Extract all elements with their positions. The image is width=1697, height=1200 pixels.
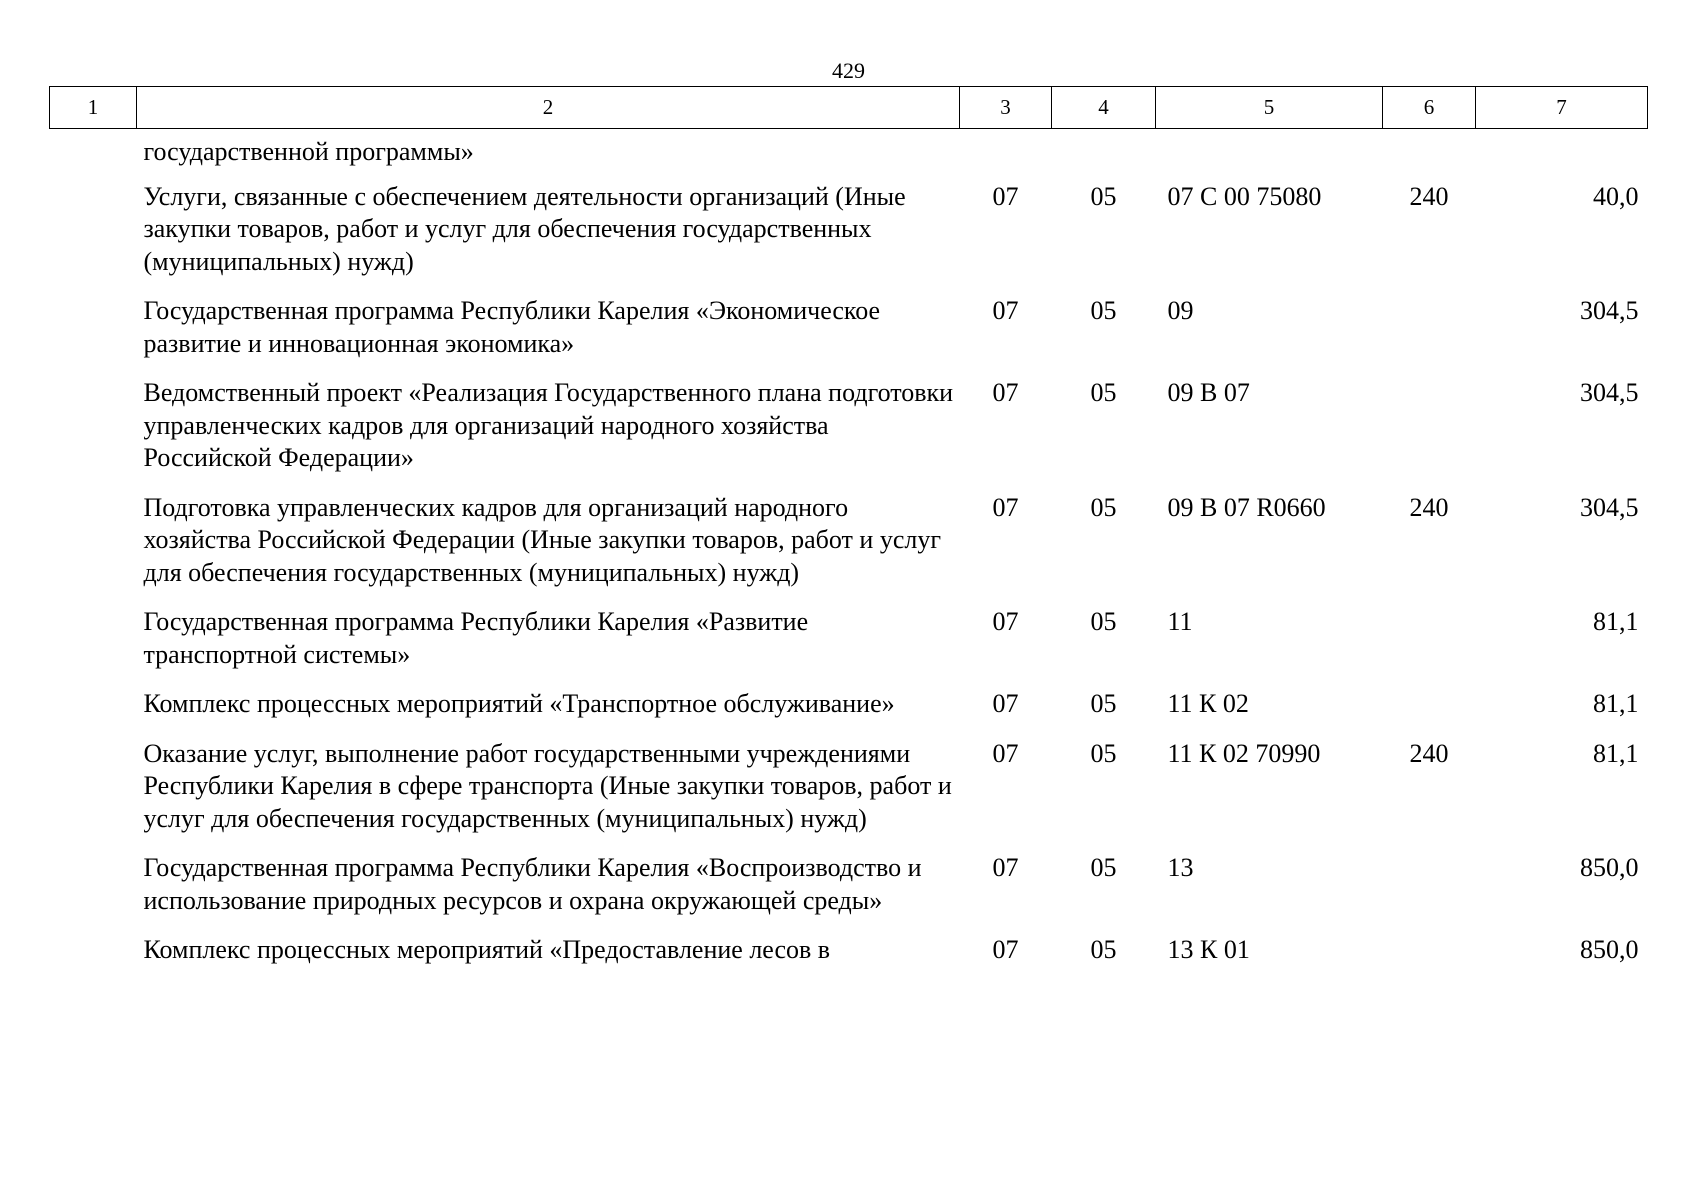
row-target-article: 13 xyxy=(1167,853,1194,882)
row-target-article xyxy=(1156,129,1383,181)
table-row xyxy=(50,181,1648,296)
table-row xyxy=(50,295,1648,377)
row-name: Подготовка управленческих кадров для организаций народного хозяйства Российской Федерации (Иные закупки товаров, работ и услуг для обеспечения государственных (муниципальных) нужд) xyxy=(143,492,941,587)
row-name: Государственная программа Республики Карелия «Экономическое развитие и инновационная экономика» xyxy=(143,296,881,358)
row-target-article: 09 xyxy=(1167,296,1194,325)
row-section-code: 07 xyxy=(992,853,1019,882)
row-section-code xyxy=(960,129,1052,181)
row-target-article: 11 К 02 xyxy=(1167,689,1249,718)
table-row xyxy=(50,492,1648,607)
row-amount: 40,0 xyxy=(1593,181,1639,211)
row-section-code: 07 xyxy=(992,689,1019,718)
row-amount: 850,0 xyxy=(1580,853,1639,882)
row-amount: 81,1 xyxy=(1593,607,1639,636)
row-expense-type xyxy=(1383,295,1476,377)
row-subsection-code xyxy=(1052,129,1156,181)
table-row xyxy=(50,377,1648,492)
row-section-code: 07 xyxy=(992,492,1019,522)
header-col-1: 1 xyxy=(50,87,137,129)
header-col-2: 2 xyxy=(137,87,960,129)
row-amount: 304,5 xyxy=(1580,378,1639,407)
budget-table xyxy=(49,86,1648,984)
header-row xyxy=(50,87,1648,129)
row-subsection-code: 05 xyxy=(1090,607,1117,636)
row-name: государственной программы» xyxy=(143,137,474,166)
row-section-code: 07 xyxy=(992,607,1019,636)
row-target-article: 09 В 07 R0660 xyxy=(1167,492,1326,522)
table-body xyxy=(50,129,1648,984)
row-expense-type xyxy=(1383,129,1476,181)
row-amount: 304,5 xyxy=(1580,296,1639,325)
row-amount: 81,1 xyxy=(1593,738,1639,768)
row-subsection-code: 05 xyxy=(1090,935,1117,964)
row-subsection-code: 05 xyxy=(1090,378,1117,407)
row-name: Государственная программа Республики Карелия «Воспроизводство и использование природных ресурсов и охрана окружающей среды» xyxy=(143,853,922,915)
header-col-3: 3 xyxy=(960,87,1052,129)
row-target-article: 07 С 00 75080 xyxy=(1167,181,1322,211)
row-target-article: 11 xyxy=(1167,607,1193,636)
row-subsection-code: 05 xyxy=(1090,296,1117,325)
page-number: 429 xyxy=(832,58,865,83)
row-subsection-code: 05 xyxy=(1090,738,1117,768)
row-section-code: 07 xyxy=(992,296,1019,325)
row-name: Ведомственный проект «Реализация Государственного плана подготовки управленческих кадров для организаций народного хозяйства Российской Федерации» xyxy=(143,378,954,472)
row-amount xyxy=(1476,129,1648,181)
table-header xyxy=(50,87,1648,129)
row-expense-type: 240 xyxy=(1409,738,1449,768)
row-target-article: 11 К 02 70990 xyxy=(1167,738,1321,768)
header-col-4: 4 xyxy=(1052,87,1156,129)
row-subsection-code: 05 xyxy=(1090,181,1117,211)
row-expense-type: 240 xyxy=(1409,492,1449,522)
row-target-article: 13 К 01 xyxy=(1167,935,1250,964)
row-expense-type xyxy=(1383,688,1476,738)
row-section-code: 07 xyxy=(992,378,1019,407)
row-expense-type: 240 xyxy=(1409,181,1449,211)
row-name: Комплекс процессных мероприятий «Предоставление лесов в xyxy=(143,935,831,964)
row-name: Государственная программа Республики Карелия «Развитие транспортной системы» xyxy=(143,607,809,669)
row-subsection-code: 05 xyxy=(1090,853,1117,882)
row-target-article: 09 В 07 xyxy=(1167,378,1250,407)
row-amount: 304,5 xyxy=(1580,492,1639,522)
row-expense-type xyxy=(1383,377,1476,492)
row-subsection-code: 05 xyxy=(1090,689,1117,718)
row-expense-type xyxy=(1383,934,1476,984)
row-amount: 81,1 xyxy=(1593,689,1639,718)
row-section-code: 07 xyxy=(992,738,1019,768)
row-expense-type xyxy=(1383,606,1476,688)
table-row xyxy=(50,852,1648,934)
row-name: Комплекс процессных мероприятий «Транспортное обслуживание» xyxy=(143,689,895,718)
row-amount: 850,0 xyxy=(1580,935,1639,964)
header-col-7: 7 xyxy=(1476,87,1648,129)
table-row xyxy=(50,934,1648,984)
table-row xyxy=(50,606,1648,688)
table-row xyxy=(50,129,1648,181)
row-section-code: 07 xyxy=(992,181,1019,211)
row-name: Услуги, связанные с обеспечением деятельности организаций (Иные закупки товаров, работ и услуг для обеспечения государственных (муниципальных) нужд) xyxy=(143,181,906,276)
table-row xyxy=(50,688,1648,738)
row-expense-type xyxy=(1383,852,1476,934)
row-name: Оказание услуг, выполнение работ государственными учреждениями Республики Карелия в сфере транспорта (Иные закупки товаров, работ и услуг для обеспечения государственных (муниципальных) нужд) xyxy=(143,738,952,833)
row-subsection-code: 05 xyxy=(1090,492,1117,522)
table-row xyxy=(50,738,1648,853)
header-col-6: 6 xyxy=(1383,87,1476,129)
row-section-code: 07 xyxy=(992,935,1019,964)
header-col-5: 5 xyxy=(1156,87,1383,129)
